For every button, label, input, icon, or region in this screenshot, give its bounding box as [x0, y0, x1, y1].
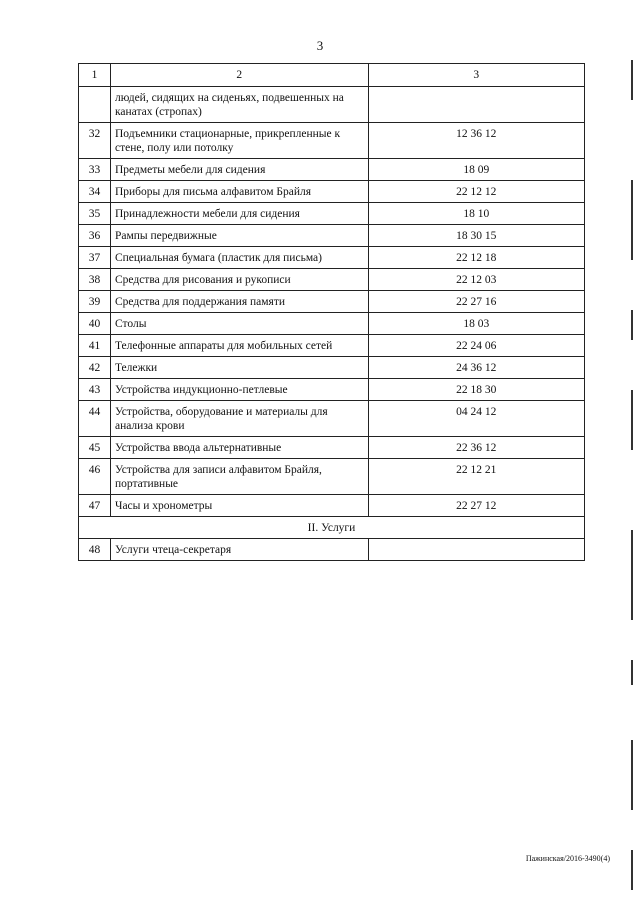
table-row: [79, 159, 585, 181]
page-number: 3: [316, 38, 324, 53]
row-name-cell: Телефонные аппараты для мобильных сетей: [110, 335, 368, 357]
row-code-cell: [368, 87, 584, 123]
row-number-cell: 40: [79, 313, 111, 335]
row-name-cell: Приборы для письма алфавитом Брайля: [110, 181, 368, 203]
table-row: [79, 247, 585, 269]
row-name-cell: Устройства, оборудование и материалы для анализа крови: [110, 401, 368, 437]
row-name-cell: Средства для рисования и рукописи: [110, 269, 368, 291]
row-code-cell: 22 12 03: [368, 269, 584, 291]
table-row: [79, 437, 585, 459]
row-number-cell: 34: [79, 181, 111, 203]
row-number-cell: 41: [79, 335, 111, 357]
header-cell-1: 1: [79, 64, 111, 87]
table-row: [79, 539, 585, 561]
row-number-cell: 47: [79, 495, 111, 517]
document-reference: Пажинская/2016-3490(4): [525, 854, 610, 863]
row-code-cell: 04 24 12: [368, 401, 584, 437]
table-row: [79, 495, 585, 517]
row-number-cell: 45: [79, 437, 111, 459]
services-table: [78, 63, 585, 561]
row-number-cell: 42: [79, 357, 111, 379]
row-name-cell: Принадлежности мебели для сидения: [110, 203, 368, 225]
row-name-cell: Устройства ввода альтернативные: [110, 437, 368, 459]
table-row: [79, 335, 585, 357]
table-row: [79, 123, 585, 159]
scan-edge-marks: [631, 60, 634, 890]
row-name-cell: Столы: [110, 313, 368, 335]
table-row: [79, 357, 585, 379]
table-row: [79, 313, 585, 335]
table-row: [79, 87, 585, 123]
table-row: [79, 401, 585, 437]
table-header-row: [79, 64, 585, 87]
row-number-cell: [79, 87, 111, 123]
row-code-cell: 22 36 12: [368, 437, 584, 459]
row-number-cell: 48: [79, 539, 111, 561]
row-code-cell: 24 36 12: [368, 357, 584, 379]
row-number-cell: 32: [79, 123, 111, 159]
section-row: [79, 517, 585, 539]
row-number-cell: 35: [79, 203, 111, 225]
row-name-cell: Услуги чтеца-секретаря: [110, 539, 368, 561]
row-number-cell: 36: [79, 225, 111, 247]
row-code-cell: 22 27 16: [368, 291, 584, 313]
row-code-cell: 18 09: [368, 159, 584, 181]
row-name-cell: Тележки: [110, 357, 368, 379]
row-number-cell: 38: [79, 269, 111, 291]
row-code-cell: 18 03: [368, 313, 584, 335]
row-number-cell: 44: [79, 401, 111, 437]
row-name-cell: Подъемники стационарные, прикрепленные к стене, полу или потолку: [110, 123, 368, 159]
section-title: II. Услуги: [79, 517, 585, 539]
row-code-cell: 22 18 30: [368, 379, 584, 401]
row-code-cell: 18 30 15: [368, 225, 584, 247]
table-row: [79, 291, 585, 313]
row-number-cell: 43: [79, 379, 111, 401]
row-name-cell: Специальная бумага (пластик для письма): [110, 247, 368, 269]
row-name-cell: Часы и хронометры: [110, 495, 368, 517]
row-name-cell: Средства для поддержания памяти: [110, 291, 368, 313]
table-row: [79, 269, 585, 291]
row-number-cell: 46: [79, 459, 111, 495]
row-name-cell: людей, сидящих на сиденьях, подвешенных на канатах (стропах): [110, 87, 368, 123]
row-name-cell: Предметы мебели для сидения: [110, 159, 368, 181]
row-code-cell: 22 12 18: [368, 247, 584, 269]
header-cell-2: 2: [110, 64, 368, 87]
row-name-cell: Устройства для записи алфавитом Брайля, портативные: [110, 459, 368, 495]
header-cell-3: 3: [368, 64, 584, 87]
row-code-cell: [368, 539, 584, 561]
row-name-cell: Устройства индукционно-петлевые: [110, 379, 368, 401]
row-code-cell: 22 24 06: [368, 335, 584, 357]
row-code-cell: 22 12 21: [368, 459, 584, 495]
row-code-cell: 22 27 12: [368, 495, 584, 517]
table-row: [79, 379, 585, 401]
row-number-cell: 33: [79, 159, 111, 181]
row-number-cell: 39: [79, 291, 111, 313]
row-code-cell: 12 36 12: [368, 123, 584, 159]
table-row: [79, 181, 585, 203]
row-code-cell: 18 10: [368, 203, 584, 225]
table-row: [79, 203, 585, 225]
row-number-cell: 37: [79, 247, 111, 269]
row-name-cell: Рампы передвижные: [110, 225, 368, 247]
row-code-cell: 22 12 12: [368, 181, 584, 203]
table-row: [79, 459, 585, 495]
table-row: [79, 225, 585, 247]
